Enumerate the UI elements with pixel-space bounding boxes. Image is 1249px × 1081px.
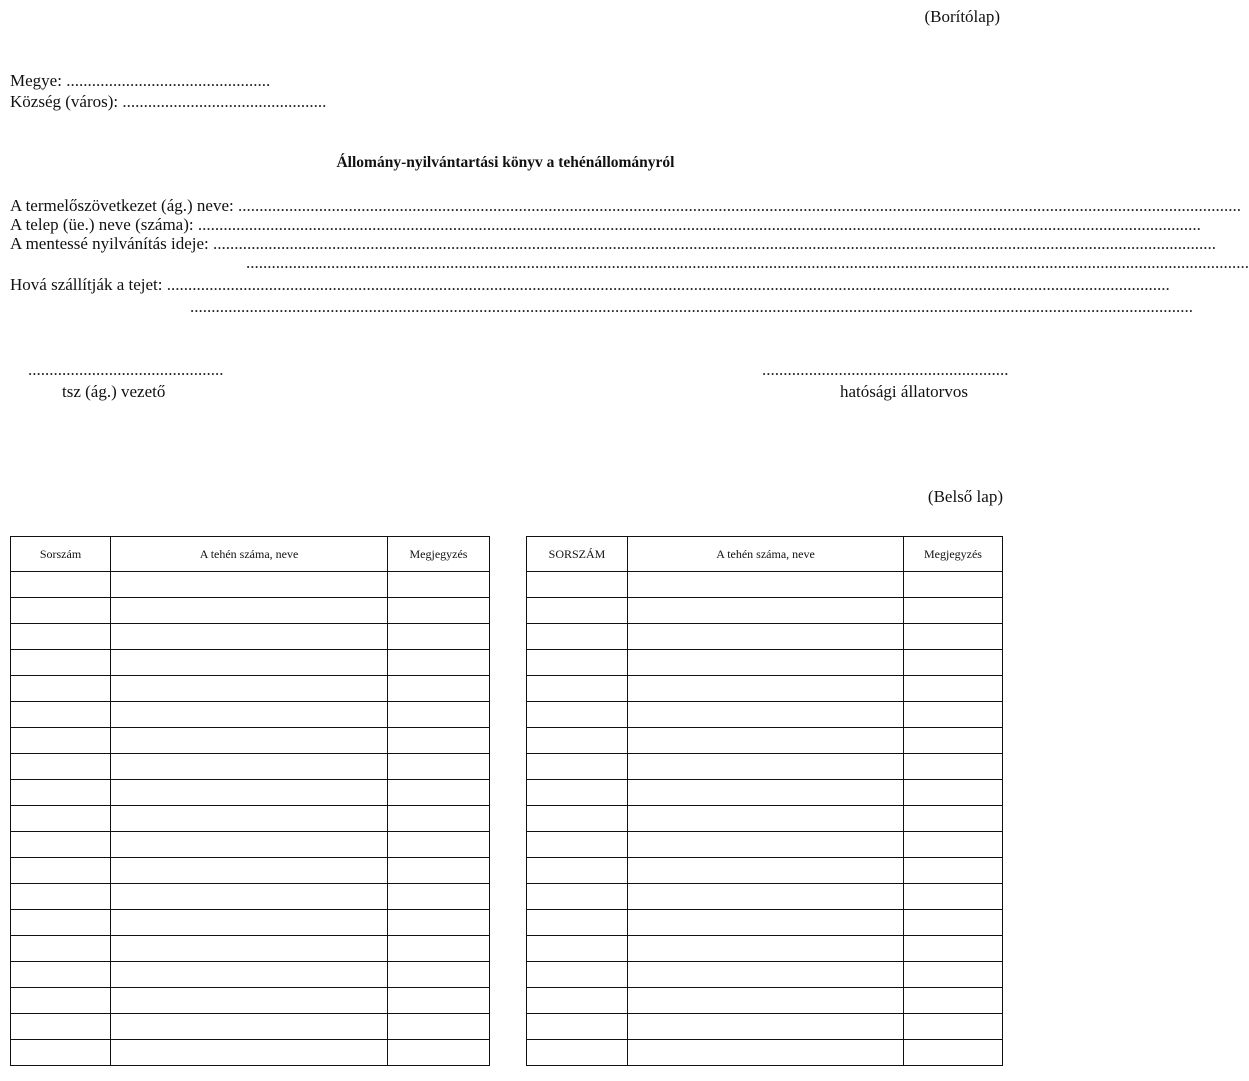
remarks-cell[interactable] xyxy=(904,702,1003,728)
cover-page-tag: (Borítólap) xyxy=(924,7,1000,26)
table-row xyxy=(11,936,490,962)
town-dotline: ................................................ xyxy=(122,92,327,111)
cow-cell[interactable] xyxy=(111,884,388,910)
serial-cell[interactable] xyxy=(527,624,628,650)
table-row xyxy=(527,884,1003,910)
cow-cell[interactable] xyxy=(628,676,904,702)
signature-line-left[interactable]: .............................................. xyxy=(28,360,224,379)
remarks-cell[interactable] xyxy=(904,832,1003,858)
cow-cell[interactable] xyxy=(111,832,388,858)
cow-cell[interactable] xyxy=(628,572,904,598)
table-row xyxy=(11,962,490,988)
remarks-cell[interactable] xyxy=(388,650,490,676)
cow-cell[interactable] xyxy=(628,754,904,780)
cow-cell[interactable] xyxy=(628,1040,904,1066)
cow-cell[interactable] xyxy=(628,728,904,754)
remarks-cell[interactable] xyxy=(904,962,1003,988)
cow-cell[interactable] xyxy=(111,650,388,676)
table-row xyxy=(527,1014,1003,1040)
cow-cell[interactable] xyxy=(628,650,904,676)
coop-name-label: A termelőszövetkezet (ág.) neve: xyxy=(10,196,234,215)
table-row xyxy=(527,1040,1003,1066)
cow-cell[interactable] xyxy=(111,1014,388,1040)
coop-name-field[interactable] xyxy=(10,196,1241,215)
table-row xyxy=(11,598,490,624)
remarks-cell[interactable] xyxy=(904,884,1003,910)
table-row xyxy=(527,754,1003,780)
cow-cell[interactable] xyxy=(111,910,388,936)
remarks-cell[interactable] xyxy=(904,572,1003,598)
remarks-cell[interactable] xyxy=(904,676,1003,702)
remarks-cell[interactable] xyxy=(904,780,1003,806)
serial-cell[interactable] xyxy=(11,572,111,598)
table-row xyxy=(527,910,1003,936)
milk-destination-field[interactable] xyxy=(10,275,1170,297)
serial-cell[interactable] xyxy=(527,1014,628,1040)
cow-cell[interactable] xyxy=(111,572,388,598)
town-label: Község (város): xyxy=(10,92,119,111)
cow-cell[interactable] xyxy=(628,858,904,884)
serial-cell[interactable] xyxy=(527,572,628,598)
header-cow-number-name: A tehén száma, neve xyxy=(111,537,388,572)
table-row xyxy=(11,806,490,832)
serial-cell[interactable] xyxy=(527,962,628,988)
county-dotline: ................................................ xyxy=(66,71,271,90)
cow-cell[interactable] xyxy=(111,702,388,728)
serial-cell[interactable] xyxy=(11,1014,111,1040)
table-row xyxy=(527,572,1003,598)
serial-cell[interactable] xyxy=(527,884,628,910)
serial-cell[interactable] xyxy=(527,858,628,884)
table-row xyxy=(11,780,490,806)
table-row xyxy=(11,572,490,598)
milk-destination-label: Hová szállítják a tejet: xyxy=(10,275,163,294)
table-row xyxy=(527,702,1003,728)
serial-cell[interactable] xyxy=(527,988,628,1014)
cow-cell[interactable] xyxy=(628,702,904,728)
cover-fields xyxy=(10,196,1249,319)
remarks-cell[interactable] xyxy=(388,572,490,598)
exemption-date-continuation[interactable] xyxy=(10,253,1249,275)
cow-cell[interactable] xyxy=(628,598,904,624)
remarks-cell[interactable] xyxy=(388,832,490,858)
inner-page-tag: (Belső lap) xyxy=(927,487,1003,506)
signature-line-right[interactable]: .......................................................... xyxy=(762,360,1009,379)
serial-cell[interactable] xyxy=(527,676,628,702)
cow-cell[interactable] xyxy=(111,936,388,962)
serial-cell[interactable] xyxy=(11,702,111,728)
remarks-cell[interactable] xyxy=(388,676,490,702)
remarks-cell[interactable] xyxy=(904,728,1003,754)
remarks-cell[interactable] xyxy=(388,1040,490,1066)
serial-cell[interactable] xyxy=(11,728,111,754)
cow-cell[interactable] xyxy=(111,988,388,1014)
remarks-cell[interactable] xyxy=(904,988,1003,1014)
table-row xyxy=(11,624,490,650)
farm-name-field[interactable] xyxy=(10,215,1201,234)
header-serial-number: SORSZÁM xyxy=(527,537,628,572)
table-row xyxy=(527,832,1003,858)
serial-cell[interactable] xyxy=(11,832,111,858)
remarks-cell[interactable] xyxy=(388,806,490,832)
serial-cell[interactable] xyxy=(527,650,628,676)
table-row xyxy=(527,598,1003,624)
cow-cell[interactable] xyxy=(628,832,904,858)
serial-cell[interactable] xyxy=(11,910,111,936)
exemption-date-label: A mentessé nyilvánítás ideje: xyxy=(10,234,209,253)
cow-cell[interactable] xyxy=(111,624,388,650)
milk-destination-dotline-2: ............................................................................................................................................................................................................................................ xyxy=(190,297,1193,316)
exemption-date-dotline: ............................................................................................................................................................................................................................................ xyxy=(213,234,1217,253)
cow-cell[interactable] xyxy=(628,936,904,962)
farm-name-dotline: ............................................................................................................................................................................................................................................ xyxy=(197,215,1201,234)
remarks-cell[interactable] xyxy=(388,780,490,806)
cow-register-table-right xyxy=(526,536,1003,1066)
table-row xyxy=(527,780,1003,806)
table-row xyxy=(527,858,1003,884)
table-row xyxy=(11,728,490,754)
remarks-cell[interactable] xyxy=(388,598,490,624)
remarks-cell[interactable] xyxy=(388,754,490,780)
remarks-cell[interactable] xyxy=(388,702,490,728)
signature-label-right: hatósági állatorvos xyxy=(840,382,968,401)
page-title: Állomány-nyilvántartási könyv a tehénállományról xyxy=(336,154,675,171)
serial-cell[interactable] xyxy=(11,936,111,962)
remarks-cell[interactable] xyxy=(388,988,490,1014)
serial-cell[interactable] xyxy=(11,598,111,624)
table-row xyxy=(527,806,1003,832)
exemption-date-field[interactable] xyxy=(10,234,1217,253)
remarks-cell[interactable] xyxy=(904,858,1003,884)
table-row xyxy=(11,702,490,728)
table-header-row xyxy=(11,537,490,572)
remarks-cell[interactable] xyxy=(904,910,1003,936)
table-row xyxy=(11,988,490,1014)
remarks-cell[interactable] xyxy=(904,624,1003,650)
remarks-cell[interactable] xyxy=(904,806,1003,832)
serial-cell[interactable] xyxy=(11,884,111,910)
serial-cell[interactable] xyxy=(527,754,628,780)
serial-cell[interactable] xyxy=(527,780,628,806)
serial-cell[interactable] xyxy=(11,754,111,780)
cow-cell[interactable] xyxy=(628,910,904,936)
milk-destination-dotline: ............................................................................................................................................................................................................................................ xyxy=(166,275,1170,294)
remarks-cell[interactable] xyxy=(904,754,1003,780)
serial-cell[interactable] xyxy=(11,676,111,702)
cow-cell[interactable] xyxy=(628,806,904,832)
cow-cell[interactable] xyxy=(628,780,904,806)
serial-cell[interactable] xyxy=(527,832,628,858)
cow-cell[interactable] xyxy=(628,1014,904,1040)
remarks-cell[interactable] xyxy=(388,1014,490,1040)
serial-cell[interactable] xyxy=(527,598,628,624)
serial-cell[interactable] xyxy=(527,936,628,962)
cow-register-table-left xyxy=(10,536,490,1066)
remarks-cell[interactable] xyxy=(388,910,490,936)
cow-cell[interactable] xyxy=(111,806,388,832)
cow-cell[interactable] xyxy=(111,728,388,754)
cow-cell[interactable] xyxy=(111,754,388,780)
remarks-cell[interactable] xyxy=(904,1040,1003,1066)
serial-cell[interactable] xyxy=(527,1040,628,1066)
table-row xyxy=(527,676,1003,702)
cow-cell[interactable] xyxy=(111,1040,388,1066)
milk-destination-continuation[interactable] xyxy=(10,297,1193,319)
exemption-date-dotline-2: ............................................................................................................................................................................................................................................ xyxy=(246,253,1249,272)
table-row xyxy=(11,676,490,702)
serial-cell[interactable] xyxy=(11,780,111,806)
remarks-cell[interactable] xyxy=(388,728,490,754)
cow-cell[interactable] xyxy=(628,962,904,988)
header-serial-number: Sorszám xyxy=(11,537,111,572)
remarks-cell[interactable] xyxy=(388,962,490,988)
serial-cell[interactable] xyxy=(527,806,628,832)
remarks-cell[interactable] xyxy=(904,1014,1003,1040)
remarks-cell[interactable] xyxy=(904,936,1003,962)
remarks-cell[interactable] xyxy=(904,650,1003,676)
table-row xyxy=(527,624,1003,650)
header-remarks: Megjegyzés xyxy=(904,537,1003,572)
remarks-cell[interactable] xyxy=(904,598,1003,624)
county-label: Megye: xyxy=(10,71,62,90)
table-row xyxy=(11,884,490,910)
serial-cell[interactable] xyxy=(11,1040,111,1066)
remarks-cell[interactable] xyxy=(388,624,490,650)
table-row xyxy=(11,1014,490,1040)
serial-cell[interactable] xyxy=(11,962,111,988)
serial-cell[interactable] xyxy=(527,702,628,728)
table-row xyxy=(11,832,490,858)
table-header-row xyxy=(527,537,1003,572)
serial-cell[interactable] xyxy=(11,650,111,676)
table-row xyxy=(11,754,490,780)
table-row xyxy=(11,650,490,676)
cow-cell[interactable] xyxy=(628,884,904,910)
table-row xyxy=(11,858,490,884)
serial-cell[interactable] xyxy=(527,728,628,754)
coop-name-dotline: ............................................................................................................................................................................................................................................ xyxy=(237,196,1241,215)
header-remarks: Megjegyzés xyxy=(388,537,490,572)
cow-cell[interactable] xyxy=(111,962,388,988)
remarks-cell[interactable] xyxy=(388,936,490,962)
table-row xyxy=(527,728,1003,754)
county-field[interactable] xyxy=(10,71,270,91)
table-row xyxy=(11,910,490,936)
cow-cell[interactable] xyxy=(111,858,388,884)
table-row xyxy=(527,650,1003,676)
serial-cell[interactable] xyxy=(11,806,111,832)
table-row xyxy=(527,962,1003,988)
serial-cell[interactable] xyxy=(11,858,111,884)
serial-cell[interactable] xyxy=(11,624,111,650)
cow-cell[interactable] xyxy=(111,598,388,624)
farm-name-label: A telep (üe.) neve (száma): xyxy=(10,215,194,234)
serial-cell[interactable] xyxy=(11,988,111,1014)
table-row xyxy=(11,1040,490,1066)
cow-cell[interactable] xyxy=(111,780,388,806)
town-field[interactable] xyxy=(10,92,326,112)
signature-label-left: tsz (ág.) vezető xyxy=(62,382,166,401)
cow-cell[interactable] xyxy=(628,624,904,650)
table-row xyxy=(527,988,1003,1014)
cow-cell[interactable] xyxy=(628,988,904,1014)
remarks-cell[interactable] xyxy=(388,858,490,884)
serial-cell[interactable] xyxy=(527,910,628,936)
table-row xyxy=(527,936,1003,962)
header-cow-number-name: A tehén száma, neve xyxy=(628,537,904,572)
remarks-cell[interactable] xyxy=(388,884,490,910)
cow-cell[interactable] xyxy=(111,676,388,702)
